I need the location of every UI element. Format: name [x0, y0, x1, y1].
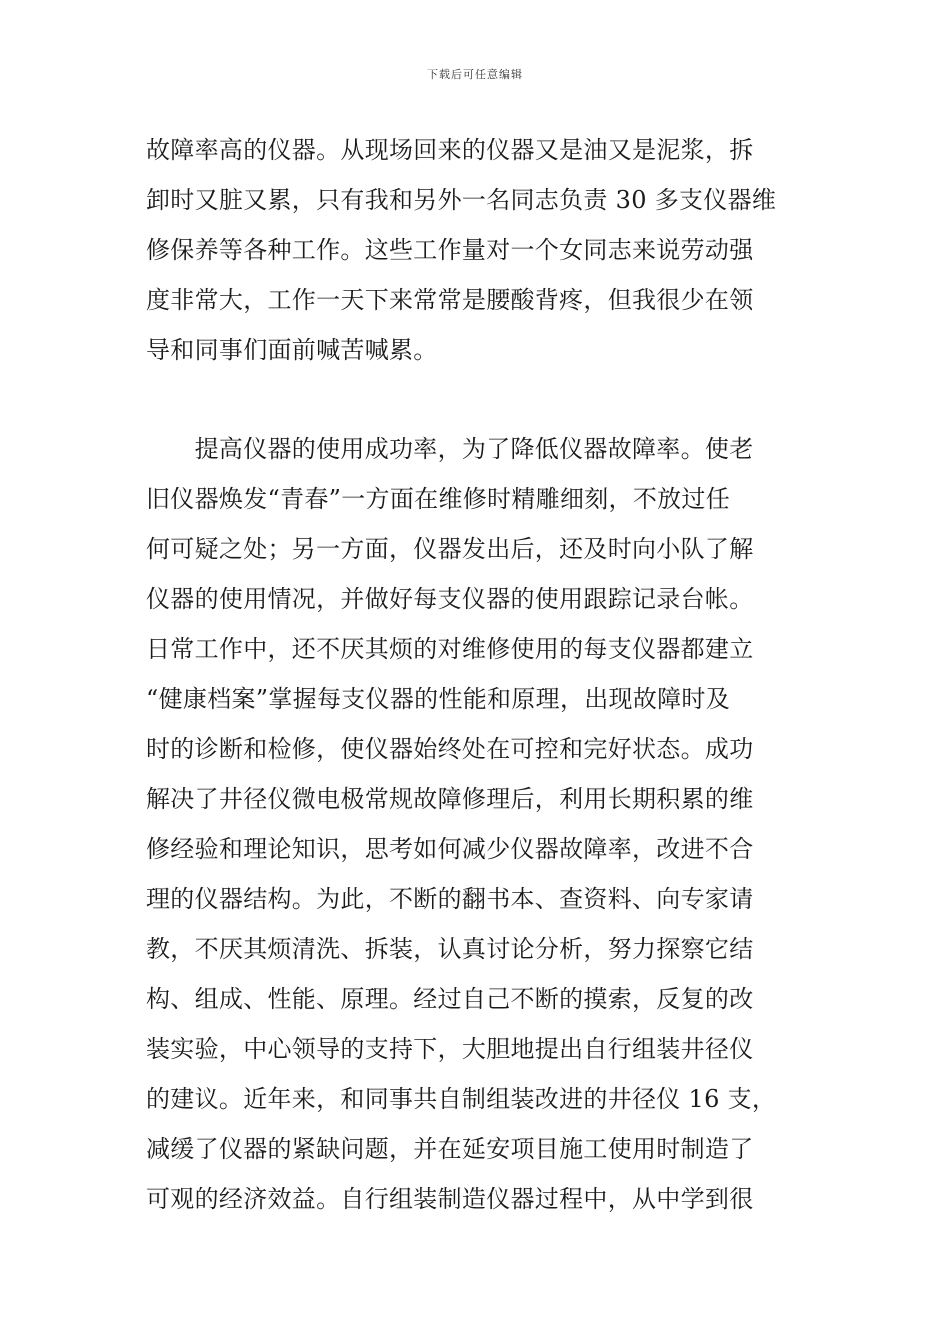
text-line: 解决了井径仪微电极常规故障修理后，利用长期积累的维 [146, 785, 754, 813]
text-line: 修经验和理论知识，思考如何减少仪器故障率，改进不合 [146, 835, 754, 863]
text-line: 减缓了仪器的紧缺问题，并在延安项目施工使用时制造了 [146, 1135, 754, 1163]
text-line: 导和同事们面前喊苦喊累。 [146, 336, 438, 364]
text-line: 提高仪器的使用成功率，为了降低仪器故障率。使老 [146, 435, 754, 463]
text-line: 度非常大，工作一天下来常常是腰酸背疼，但我很少在领 [146, 286, 754, 314]
text-line: 的建议。近年来，和同事共自制组装改进的井径仪 16 支， [146, 1085, 777, 1113]
text-line: 仪器的使用情况，并做好每支仪器的使用跟踪记录台帐。 [146, 585, 754, 613]
text-line: 教，不厌其烦清洗、拆装，认真讨论分析，努力探察它结 [146, 935, 754, 963]
text-line: 装实验，中心领导的支持下，大胆地提出自行组装井径仪 [146, 1035, 754, 1063]
text-line: 可观的经济效益。自行组装制造仪器过程中，从中学到很 [146, 1185, 754, 1213]
text-line: 何可疑之处；另一方面，仪器发出后，还及时向小队了解 [146, 535, 754, 563]
text-line: 卸时又脏又累，只有我和另外一名同志负责 30 多支仪器维 [146, 186, 777, 214]
text-line: 旧仪器焕发“青春”一方面在维修时精雕细刻，不放过任 [146, 485, 731, 513]
text-line: 日常工作中，还不厌其烦的对维修使用的每支仪器都建立 [146, 635, 754, 663]
text-line: 理的仪器结构。为此，不断的翻书本、查资料、向专家请 [146, 885, 754, 913]
text-line: “健康档案”掌握每支仪器的性能和原理，出现故障时及 [146, 685, 731, 713]
text-line: 构、组成、性能、原理。经过自己不断的摸索，反复的改 [146, 985, 754, 1013]
paragraph-2 [146, 424, 811, 1224]
page-header: 下载后可任意编辑 [427, 68, 523, 81]
text-line: 修保养等各种工作。这些工作量对一个女同志来说劳动强 [146, 236, 754, 264]
paragraph-1 [146, 125, 811, 375]
text-line: 故障率高的仪器。从现场回来的仪器又是油又是泥浆，拆 [146, 136, 754, 164]
text-line: 时的诊断和检修，使仪器始终处在可控和完好状态。成功 [146, 735, 754, 763]
